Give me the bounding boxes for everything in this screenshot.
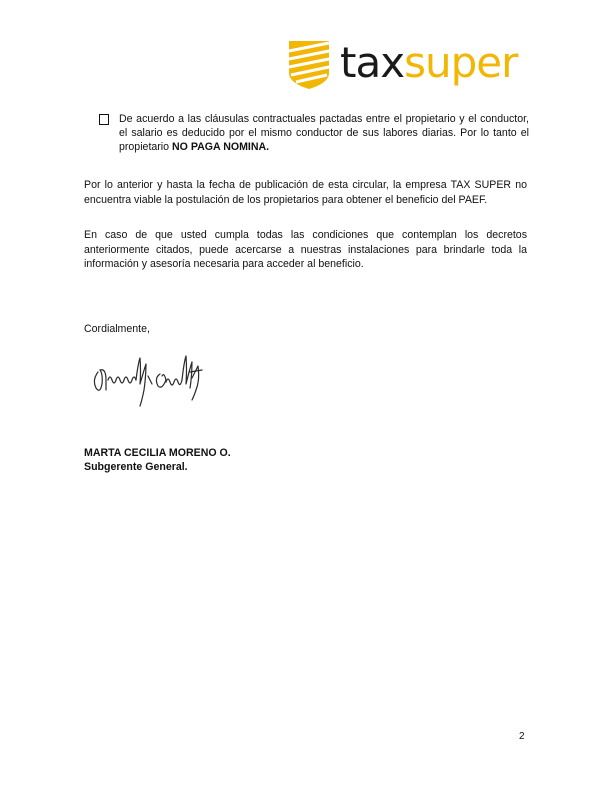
logo-wordmark — [340, 38, 518, 87]
logo-word-super: super — [404, 38, 518, 87]
company-logo — [286, 39, 526, 93]
paragraph-conditions: En caso de que usted cumpla todas las condiciones que contemplan los decretos anteriormente citados, puede acercarse a nuestras instalaciones para brindarle toda la información y asesoría necesaria para acceder al beneficio. — [84, 229, 527, 270]
signer-name: MARTA CECILIA MORENO O. — [84, 447, 231, 459]
bullet-text-bold: NO PAGA NOMINA. — [172, 141, 270, 153]
closing-salutation: Cordialmente, — [84, 323, 150, 335]
signer-title: Subgerente General. — [84, 461, 188, 473]
bullet-text-regular: De acuerdo a las cláusulas contractuales pactadas entre el propietario y el conductor, el salario es deducido por el mismo conductor de sus labores diarias. Por lo tanto el propietario — [119, 113, 529, 153]
page-number: 2 — [519, 731, 525, 742]
bullet-text — [119, 112, 529, 154]
paragraph-paef: Por lo anterior y hasta la fecha de publicación de esta circular, la empresa TAX SUPER no encuentra viable la postulación de los propietarios para obtener el beneficio del PAEF. — [84, 179, 527, 206]
bullet-box-icon — [99, 114, 109, 125]
logo-word-tax: tax — [340, 38, 405, 87]
taxsuper-logo-icon — [286, 39, 332, 90]
handwritten-signature — [88, 350, 216, 410]
